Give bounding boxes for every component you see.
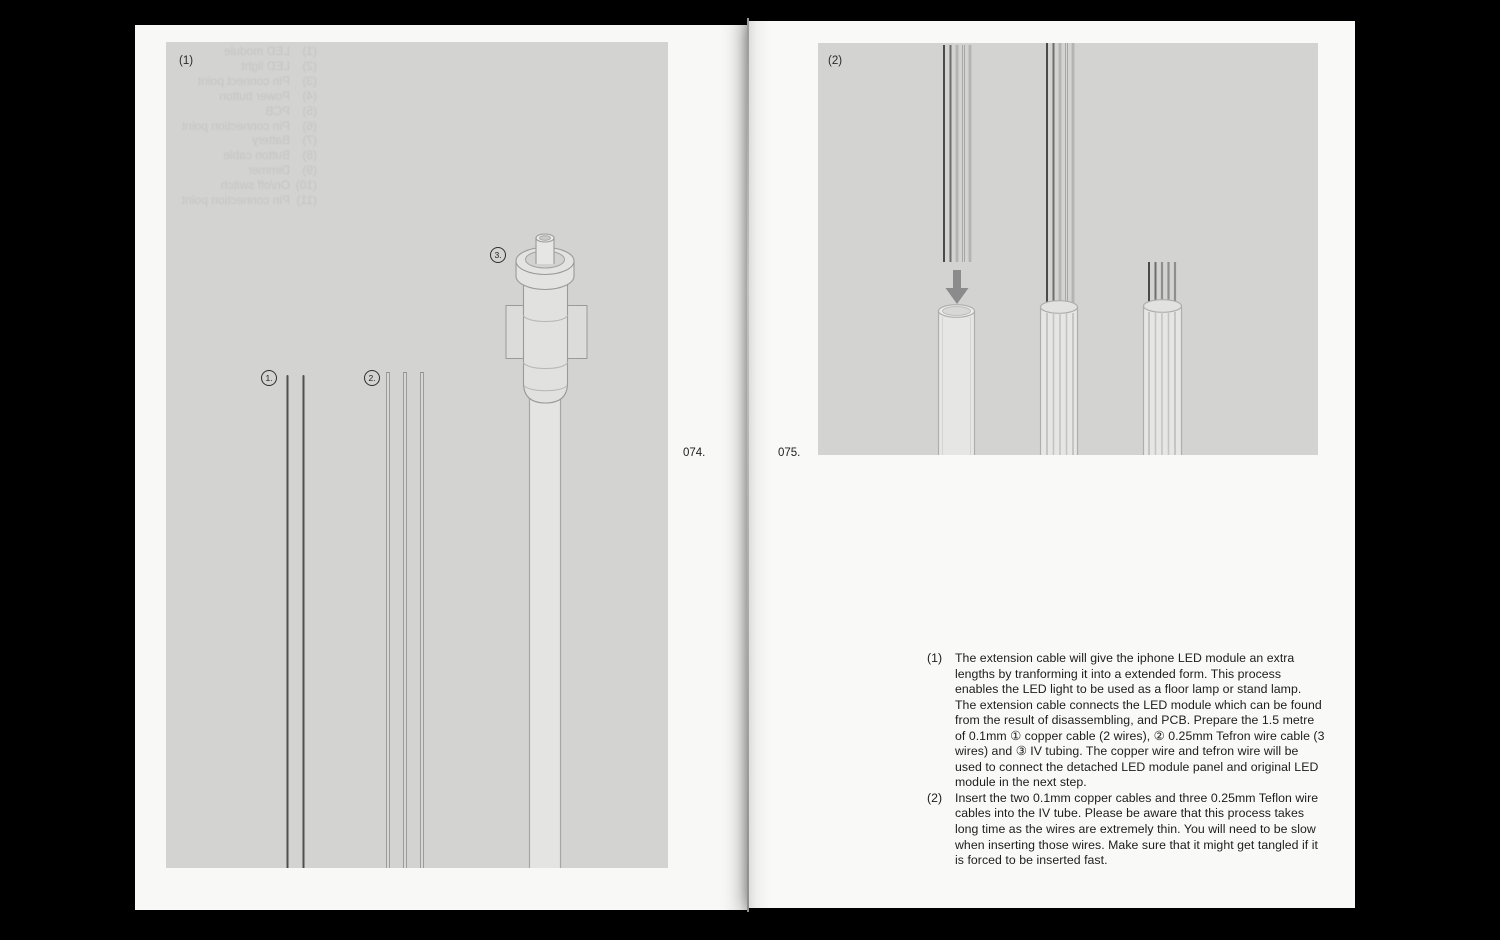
right-page xyxy=(748,21,1355,908)
show-through-line: (8) Button cable xyxy=(223,148,317,163)
instruction-item xyxy=(927,651,1325,791)
down-arrow-icon xyxy=(946,270,969,304)
left-page xyxy=(135,25,748,910)
show-through-line: (5) PCB xyxy=(265,103,317,118)
extension-cable-parts-illustration xyxy=(166,42,668,868)
iv-tubing-callout xyxy=(491,248,506,263)
instruction-item xyxy=(927,791,1325,869)
iv-tube-inserted xyxy=(1144,300,1182,455)
svg-text:3.: 3. xyxy=(494,250,502,261)
figure-2-label: (2) xyxy=(828,55,843,67)
page-number-right: 075. xyxy=(778,447,801,459)
figure-1-label: (1) xyxy=(179,55,194,67)
wire-bundle-hovering xyxy=(944,45,970,262)
iv-tubing-connector xyxy=(506,234,587,868)
teflon-wire-trio xyxy=(388,372,422,868)
show-through-line: (9) Dimmer xyxy=(248,163,317,178)
show-through-line: (6) Pin connection point xyxy=(181,118,317,133)
instruction-number: (1) xyxy=(927,651,943,665)
teflon-cable-callout xyxy=(365,371,380,386)
instruction-text: The extension cable will give the iphone LED module an extra lengths by tranforming it into a extended form. This process enables the LED light to be used as a floor lamp or stand lamp. The extension cable connects the LED module which can be found from the result of disassembling, and PCB. Prepare the 1.5 metre of 0.1mm ① copper cable (2 wires), ② 0.25mm Tefron wire cable (3 wires) and ③ IV tubing. The copper wire and tefron wire will be used to connect the detached LED module panel and original LED module in the next step. xyxy=(955,651,1325,790)
show-through-line: (2) LED light xyxy=(241,58,317,73)
wire-tips-inserted xyxy=(1149,262,1175,305)
svg-text:2.: 2. xyxy=(368,373,376,384)
svg-text:1.: 1. xyxy=(265,373,273,384)
instruction-text: Insert the two 0.1mm copper cables and three 0.25mm Teflon wire cables into the IV tube. Please be aware that this process takes long time as the wires are extremely thin. You will need to be slow when inserting those wires. Make sure that it might get tangled if it is forced to be inserted fast. xyxy=(955,790,1319,868)
show-through-line: (4) Power button xyxy=(219,88,317,103)
show-through-line: (3) Pin connect point xyxy=(197,73,317,88)
instruction-text-block xyxy=(927,651,1325,869)
book-spine xyxy=(747,18,749,912)
left-diagram-panel xyxy=(166,42,668,868)
instruction-number: (2) xyxy=(927,790,943,805)
copper-wire-pair xyxy=(288,376,304,868)
show-through-line: (10) On/off switch xyxy=(220,178,317,193)
iv-tube-empty xyxy=(939,305,975,455)
wire-bundle-inserting xyxy=(1047,43,1073,305)
wire-insertion-steps-illustration xyxy=(818,43,1318,455)
page-number-left: 074. xyxy=(683,447,706,459)
right-diagram-panel xyxy=(818,43,1318,455)
show-through-line: (1) LED module xyxy=(223,44,317,58)
copper-cable-callout xyxy=(262,371,277,386)
iv-tube-inserting xyxy=(1041,301,1078,455)
show-through-line: (11) Pin connection point xyxy=(181,193,317,208)
show-through-line: (7) Battery xyxy=(251,133,317,148)
